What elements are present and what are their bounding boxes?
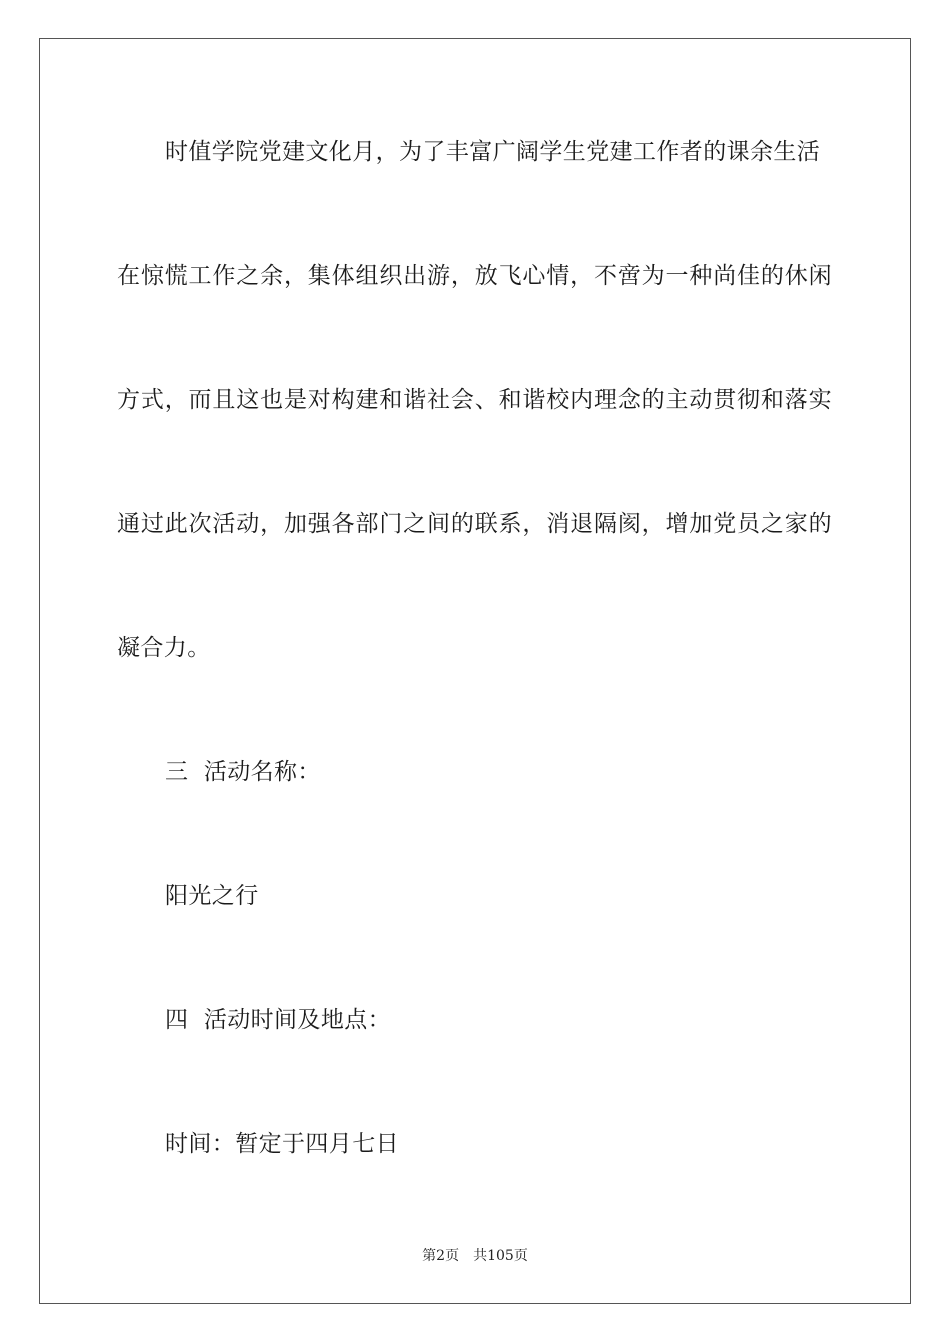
paragraph-line-2: 在惊慌工作之余，集体组织出游，放飞心情，不啻为一种尚佳的休闲 [117, 263, 832, 289]
paragraph-line-5: 凝合力。 [117, 635, 211, 661]
section-3-value: 阳光之行 [165, 883, 259, 909]
section-4-heading: 四 活动时间及地点： [165, 1007, 392, 1033]
page-number: 第2页 [422, 1248, 460, 1264]
page-total: 共105页 [473, 1248, 528, 1264]
time-line: 时间：暂定于四月七日 [165, 1131, 399, 1157]
paragraph-line-1: 时值学院党建文化月，为了丰富广阔学生党建工作者的课余生活 [165, 139, 821, 165]
page-border [39, 38, 911, 1304]
paragraph-line-3: 方式，而且这也是对构建和谐社会、和谐校内理念的主动贯彻和落实 [117, 387, 832, 413]
page-footer [0, 1246, 950, 1266]
section-3-heading: 三 活动名称： [165, 759, 321, 785]
paragraph-line-4: 通过此次活动，加强各部门之间的联系，消退隔阂，增加党员之家的 [117, 511, 832, 537]
